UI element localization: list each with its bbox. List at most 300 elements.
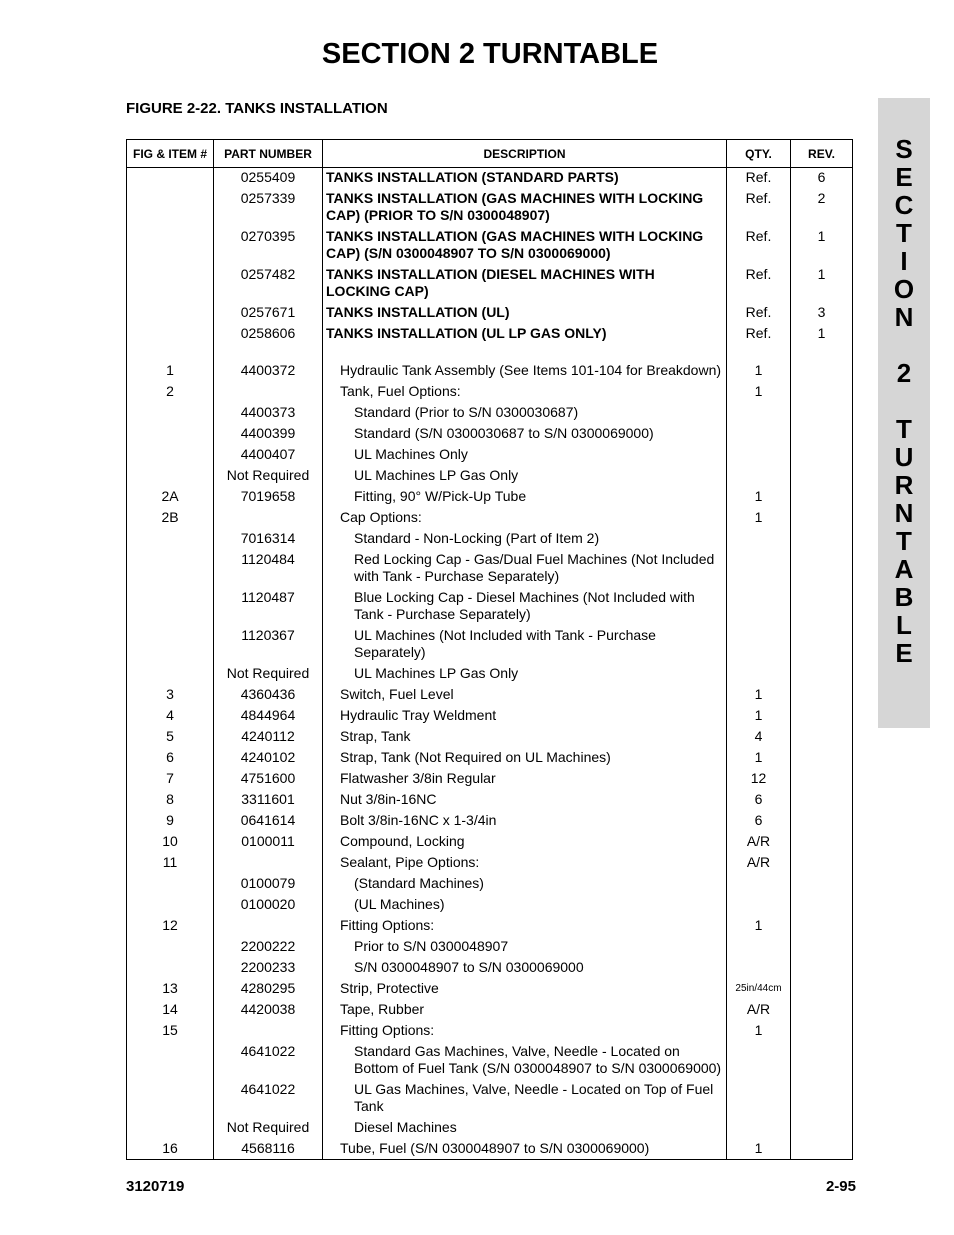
description-text: Standard (S/N 0300030687 to S/N 0300069000) — [354, 425, 654, 441]
qty-cell: 1 — [727, 487, 791, 508]
part-number-cell: 4568116 — [214, 1139, 323, 1160]
qty-cell — [727, 529, 791, 550]
qty-cell: 4 — [727, 727, 791, 748]
tab-letter: O — [893, 274, 915, 304]
figure-title: FIGURE 2-22. TANKS INSTALLATION — [126, 100, 388, 117]
qty-cell — [727, 664, 791, 685]
fig-cell — [127, 626, 214, 664]
description-cell — [323, 1118, 727, 1139]
qty-cell: Ref. — [727, 303, 791, 324]
qty-cell: 1 — [727, 382, 791, 403]
rev-cell — [791, 361, 853, 382]
qty-cell: A/R — [727, 1000, 791, 1021]
rev-cell — [791, 811, 853, 832]
fig-cell — [127, 324, 214, 345]
table-row — [127, 979, 853, 1000]
fig-cell — [127, 168, 214, 190]
fig-cell: 1 — [127, 361, 214, 382]
fig-cell: 12 — [127, 916, 214, 937]
qty-cell: 1 — [727, 916, 791, 937]
fig-cell — [127, 303, 214, 324]
part-number-cell: 4641022 — [214, 1080, 323, 1118]
part-number-cell: Not Required — [214, 466, 323, 487]
part-number-cell: 0100011 — [214, 832, 323, 853]
qty-cell — [727, 588, 791, 626]
description-text: S/N 0300048907 to S/N 0300069000 — [354, 959, 584, 975]
description-text: UL Gas Machines, Valve, Needle - Located on Top of Fuel Tank — [354, 1081, 714, 1114]
description-text: TANKS INSTALLATION (GAS MACHINES WITH LOCKING CAP) (S/N 0300048907 TO S/N 0300069000) — [326, 228, 704, 261]
description-text: Prior to S/N 0300048907 — [354, 938, 509, 954]
description-cell — [323, 1139, 727, 1160]
column-header-fig: FIG & ITEM # — [127, 140, 214, 168]
table-row — [127, 727, 853, 748]
description-cell — [323, 811, 727, 832]
rev-cell — [791, 979, 853, 1000]
part-number-cell: 0270395 — [214, 227, 323, 265]
fig-cell — [127, 664, 214, 685]
description-cell — [323, 508, 727, 529]
description-cell — [323, 1000, 727, 1021]
description-text: (UL Machines) — [354, 896, 445, 912]
description-text: Nut 3/8in-16NC — [340, 791, 437, 807]
rev-cell — [791, 1080, 853, 1118]
qty-cell: 12 — [727, 769, 791, 790]
rev-cell — [791, 727, 853, 748]
table-row — [127, 1000, 853, 1021]
fig-cell — [127, 445, 214, 466]
description-text: Cap Options: — [340, 509, 422, 525]
table-row — [127, 937, 853, 958]
qty-cell: 1 — [727, 1139, 791, 1160]
rev-cell — [791, 445, 853, 466]
part-number-cell: 0257482 — [214, 265, 323, 303]
description-cell — [323, 588, 727, 626]
fig-cell: 16 — [127, 1139, 214, 1160]
qty-cell: 25in/44cm — [727, 979, 791, 1000]
parts-table — [126, 139, 853, 1160]
part-number-cell: 0100020 — [214, 895, 323, 916]
table-row — [127, 382, 853, 403]
fig-cell: 13 — [127, 979, 214, 1000]
fig-cell: 2B — [127, 508, 214, 529]
table-row — [127, 508, 853, 529]
qty-cell: 1 — [727, 685, 791, 706]
fig-cell: 10 — [127, 832, 214, 853]
description-cell — [323, 916, 727, 937]
tab-letter: E — [895, 162, 913, 192]
fig-cell: 15 — [127, 1021, 214, 1042]
description-text: UL Machines (Not Included with Tank - Purchase Separately) — [354, 627, 656, 660]
qty-cell: A/R — [727, 853, 791, 874]
fig-cell — [127, 1080, 214, 1118]
description-cell — [323, 958, 727, 979]
qty-cell: A/R — [727, 832, 791, 853]
qty-cell: Ref. — [727, 324, 791, 345]
table-row — [127, 227, 853, 265]
tab-letter: T — [896, 218, 912, 248]
fig-cell — [127, 874, 214, 895]
description-cell — [323, 550, 727, 588]
part-number-cell: 0257339 — [214, 189, 323, 227]
table-row — [127, 706, 853, 727]
fig-cell — [127, 466, 214, 487]
fig-cell — [127, 265, 214, 303]
description-text: Sealant, Pipe Options: — [340, 854, 480, 870]
table-row — [127, 874, 853, 895]
description-cell — [323, 1080, 727, 1118]
part-number-cell: 0100079 — [214, 874, 323, 895]
table-row — [127, 811, 853, 832]
fig-cell — [127, 550, 214, 588]
description-text: Tape, Rubber — [340, 1001, 425, 1017]
fig-cell — [127, 1118, 214, 1139]
description-cell — [323, 466, 727, 487]
rev-cell — [791, 916, 853, 937]
qty-cell: 1 — [727, 508, 791, 529]
fig-cell — [127, 895, 214, 916]
part-number-cell: 0258606 — [214, 324, 323, 345]
description-text: (Standard Machines) — [354, 875, 484, 891]
tab-letter: S — [895, 134, 913, 164]
rev-cell: 1 — [791, 324, 853, 345]
table-row — [127, 466, 853, 487]
table-row — [127, 769, 853, 790]
description-text: TANKS INSTALLATION (STANDARD PARTS) — [326, 169, 619, 185]
description-cell — [323, 1021, 727, 1042]
fig-cell — [127, 189, 214, 227]
description-text: TANKS INSTALLATION (UL) — [326, 304, 510, 320]
qty-cell — [727, 1042, 791, 1080]
tab-letter: R — [894, 470, 914, 500]
description-cell — [323, 361, 727, 382]
fig-cell — [127, 1042, 214, 1080]
rev-cell — [791, 1118, 853, 1139]
rev-cell: 6 — [791, 168, 853, 190]
qty-cell: 1 — [727, 1021, 791, 1042]
description-text: Diesel Machines — [354, 1119, 457, 1135]
table-row — [127, 832, 853, 853]
description-text: UL Machines Only — [354, 446, 468, 462]
rev-cell — [791, 832, 853, 853]
tab-letter: A — [894, 554, 914, 584]
description-text: Switch, Fuel Level — [340, 686, 454, 702]
qty-cell — [727, 445, 791, 466]
description-text: Hydraulic Tray Weldment — [340, 707, 497, 723]
description-cell — [323, 189, 727, 227]
description-cell — [323, 487, 727, 508]
table-row — [127, 1139, 853, 1160]
rev-cell — [791, 937, 853, 958]
table-row — [127, 685, 853, 706]
fig-cell — [127, 227, 214, 265]
table-row — [127, 189, 853, 227]
part-number-cell: 0641614 — [214, 811, 323, 832]
table-row — [127, 664, 853, 685]
description-text: Compound, Locking — [340, 833, 465, 849]
part-number-cell: 4641022 — [214, 1042, 323, 1080]
part-number-cell: 4400373 — [214, 403, 323, 424]
qty-cell — [727, 550, 791, 588]
description-text: Tube, Fuel (S/N 0300048907 to S/N 0300069000) — [340, 1140, 650, 1156]
fig-cell: 2A — [127, 487, 214, 508]
table-row — [127, 626, 853, 664]
rev-cell — [791, 550, 853, 588]
description-text: Hydraulic Tank Assembly (See Items 101-104 for Breakdown) — [340, 362, 722, 378]
part-number-cell: 4360436 — [214, 685, 323, 706]
fig-cell: 5 — [127, 727, 214, 748]
tab-letter: L — [896, 610, 912, 640]
qty-cell: Ref. — [727, 227, 791, 265]
qty-cell — [727, 403, 791, 424]
part-number-cell: 3311601 — [214, 790, 323, 811]
table-row — [127, 588, 853, 626]
description-text: UL Machines LP Gas Only — [354, 665, 519, 681]
rev-cell — [791, 958, 853, 979]
description-text: UL Machines LP Gas Only — [354, 467, 519, 483]
fig-cell: 8 — [127, 790, 214, 811]
description-text: Red Locking Cap - Gas/Dual Fuel Machines (Not Included with Tank - Purchase Separately) — [354, 551, 715, 584]
description-text: Standard (Prior to S/N 0300030687) — [354, 404, 579, 420]
rev-cell: 1 — [791, 265, 853, 303]
section-tab — [878, 98, 930, 728]
description-cell — [323, 445, 727, 466]
qty-cell: 1 — [727, 361, 791, 382]
part-number-cell: 1120367 — [214, 626, 323, 664]
tab-letter: E — [895, 638, 913, 668]
description-cell — [323, 664, 727, 685]
description-cell — [323, 424, 727, 445]
description-cell — [323, 937, 727, 958]
rev-cell: 3 — [791, 303, 853, 324]
description-text: TANKS INSTALLATION (UL LP GAS ONLY) — [326, 325, 607, 341]
rev-cell — [791, 685, 853, 706]
fig-cell — [127, 588, 214, 626]
description-cell — [323, 168, 727, 190]
column-header-part: PART NUMBER — [214, 140, 323, 168]
table-row — [127, 303, 853, 324]
part-number-cell: 0255409 — [214, 168, 323, 190]
part-number-cell: 7019658 — [214, 487, 323, 508]
description-cell — [323, 979, 727, 1000]
part-number-cell — [214, 1021, 323, 1042]
rev-cell — [791, 1000, 853, 1021]
description-cell — [323, 853, 727, 874]
document-number: 3120719 — [126, 1178, 185, 1195]
part-number-cell — [214, 508, 323, 529]
qty-cell: Ref. — [727, 168, 791, 190]
rev-cell — [791, 403, 853, 424]
part-number-cell: 0257671 — [214, 303, 323, 324]
description-text: Fitting, 90° W/Pick-Up Tube — [354, 488, 527, 504]
tab-letter: I — [900, 246, 908, 276]
rev-cell: 1 — [791, 227, 853, 265]
table-row — [127, 361, 853, 382]
description-cell — [323, 727, 727, 748]
qty-cell — [727, 1118, 791, 1139]
rev-cell — [791, 748, 853, 769]
qty-cell — [727, 874, 791, 895]
rev-cell — [791, 508, 853, 529]
spacer-row — [127, 345, 853, 361]
part-number-cell — [214, 382, 323, 403]
description-cell — [323, 303, 727, 324]
part-number-cell: 1120487 — [214, 588, 323, 626]
description-cell — [323, 1042, 727, 1080]
description-text: Standard - Non-Locking (Part of Item 2) — [354, 530, 600, 546]
table-row — [127, 168, 853, 190]
fig-cell: 9 — [127, 811, 214, 832]
description-cell — [323, 874, 727, 895]
description-text: Fitting Options: — [340, 1022, 435, 1038]
fig-cell — [127, 529, 214, 550]
table-row — [127, 1080, 853, 1118]
table-row — [127, 487, 853, 508]
table-row — [127, 1021, 853, 1042]
rev-cell — [791, 769, 853, 790]
part-number-cell — [214, 853, 323, 874]
table-header-row — [127, 140, 853, 168]
description-cell — [323, 706, 727, 727]
description-cell — [323, 748, 727, 769]
table-row — [127, 916, 853, 937]
qty-cell — [727, 626, 791, 664]
rev-cell — [791, 1042, 853, 1080]
table-row — [127, 324, 853, 345]
description-text: Standard Gas Machines, Valve, Needle - Located on Bottom of Fuel Tank (S/N 0300048907 to S/N 0300069000) — [354, 1043, 722, 1076]
description-cell — [323, 769, 727, 790]
description-text: Strap, Tank (Not Required on UL Machines) — [340, 749, 611, 765]
description-cell — [323, 324, 727, 345]
table-row — [127, 790, 853, 811]
description-text: Strap, Tank — [340, 728, 411, 744]
qty-cell: Ref. — [727, 189, 791, 227]
empty-cell — [727, 345, 791, 361]
qty-cell: 6 — [727, 790, 791, 811]
qty-cell — [727, 958, 791, 979]
fig-cell — [127, 424, 214, 445]
part-number-cell: 4240102 — [214, 748, 323, 769]
rev-cell — [791, 626, 853, 664]
column-header-qty: QTY. — [727, 140, 791, 168]
tab-letter: T — [896, 414, 912, 444]
fig-cell — [127, 403, 214, 424]
fig-cell — [127, 958, 214, 979]
table-row — [127, 1118, 853, 1139]
part-number-cell: 4240112 — [214, 727, 323, 748]
tab-letter: N — [894, 302, 914, 332]
description-cell — [323, 626, 727, 664]
table-row — [127, 529, 853, 550]
column-header-rev: REV. — [791, 140, 853, 168]
fig-cell: 11 — [127, 853, 214, 874]
fig-cell: 14 — [127, 1000, 214, 1021]
fig-cell — [127, 937, 214, 958]
table-row — [127, 958, 853, 979]
qty-cell: Ref. — [727, 265, 791, 303]
empty-cell — [214, 345, 323, 361]
fig-cell: 6 — [127, 748, 214, 769]
rev-cell — [791, 1021, 853, 1042]
table-row — [127, 265, 853, 303]
description-cell — [323, 403, 727, 424]
rev-cell — [791, 664, 853, 685]
rev-cell — [791, 466, 853, 487]
description-text: Strip, Protective — [340, 980, 439, 996]
part-number-cell: 4400407 — [214, 445, 323, 466]
fig-cell: 2 — [127, 382, 214, 403]
description-text: TANKS INSTALLATION (DIESEL MACHINES WITH LOCKING CAP) — [326, 266, 655, 299]
rev-cell: 2 — [791, 189, 853, 227]
tab-letter: T — [896, 526, 912, 556]
description-cell — [323, 529, 727, 550]
description-text: Bolt 3/8in-16NC x 1-3/4in — [340, 812, 497, 828]
description-text: TANKS INSTALLATION (GAS MACHINES WITH LOCKING CAP) (PRIOR TO S/N 0300048907) — [326, 190, 704, 223]
rev-cell — [791, 706, 853, 727]
empty-cell — [791, 345, 853, 361]
rev-cell — [791, 1139, 853, 1160]
part-number-cell: Not Required — [214, 664, 323, 685]
tab-letter: U — [894, 442, 914, 472]
table-row — [127, 445, 853, 466]
rev-cell — [791, 895, 853, 916]
table-row — [127, 748, 853, 769]
column-header-description: DESCRIPTION — [323, 140, 727, 168]
part-number-cell — [214, 916, 323, 937]
section-title: SECTION 2 TURNTABLE — [321, 38, 659, 70]
qty-cell — [727, 1080, 791, 1118]
fig-cell: 7 — [127, 769, 214, 790]
description-text: Flatwasher 3/8in Regular — [340, 770, 496, 786]
table-row — [127, 424, 853, 445]
part-number-cell: 4400399 — [214, 424, 323, 445]
description-text: Blue Locking Cap - Diesel Machines (Not Included with Tank - Purchase Separately) — [354, 589, 695, 622]
description-text: Fitting Options: — [340, 917, 435, 933]
table-row — [127, 853, 853, 874]
part-number-cell: 4844964 — [214, 706, 323, 727]
qty-cell — [727, 895, 791, 916]
part-number-cell: 4280295 — [214, 979, 323, 1000]
qty-cell: 6 — [727, 811, 791, 832]
tab-letter: N — [894, 498, 914, 528]
description-cell — [323, 832, 727, 853]
table-row — [127, 1042, 853, 1080]
description-cell — [323, 227, 727, 265]
rev-cell — [791, 382, 853, 403]
rev-cell — [791, 853, 853, 874]
rev-cell — [791, 424, 853, 445]
description-cell — [323, 685, 727, 706]
table-row — [127, 403, 853, 424]
part-number-cell: 7016314 — [214, 529, 323, 550]
description-text: Tank, Fuel Options: — [340, 383, 461, 399]
tab-letter: C — [894, 190, 914, 220]
empty-cell — [127, 345, 214, 361]
rev-cell — [791, 874, 853, 895]
tab-letter: B — [894, 582, 914, 612]
rev-cell — [791, 790, 853, 811]
part-number-cell: 4420038 — [214, 1000, 323, 1021]
part-number-cell: 2200233 — [214, 958, 323, 979]
page-number: 2-95 — [825, 1178, 856, 1195]
part-number-cell: 1120484 — [214, 550, 323, 588]
qty-cell — [727, 424, 791, 445]
rev-cell — [791, 588, 853, 626]
part-number-cell: Not Required — [214, 1118, 323, 1139]
fig-cell: 4 — [127, 706, 214, 727]
part-number-cell: 2200222 — [214, 937, 323, 958]
rev-cell — [791, 529, 853, 550]
table-row — [127, 895, 853, 916]
